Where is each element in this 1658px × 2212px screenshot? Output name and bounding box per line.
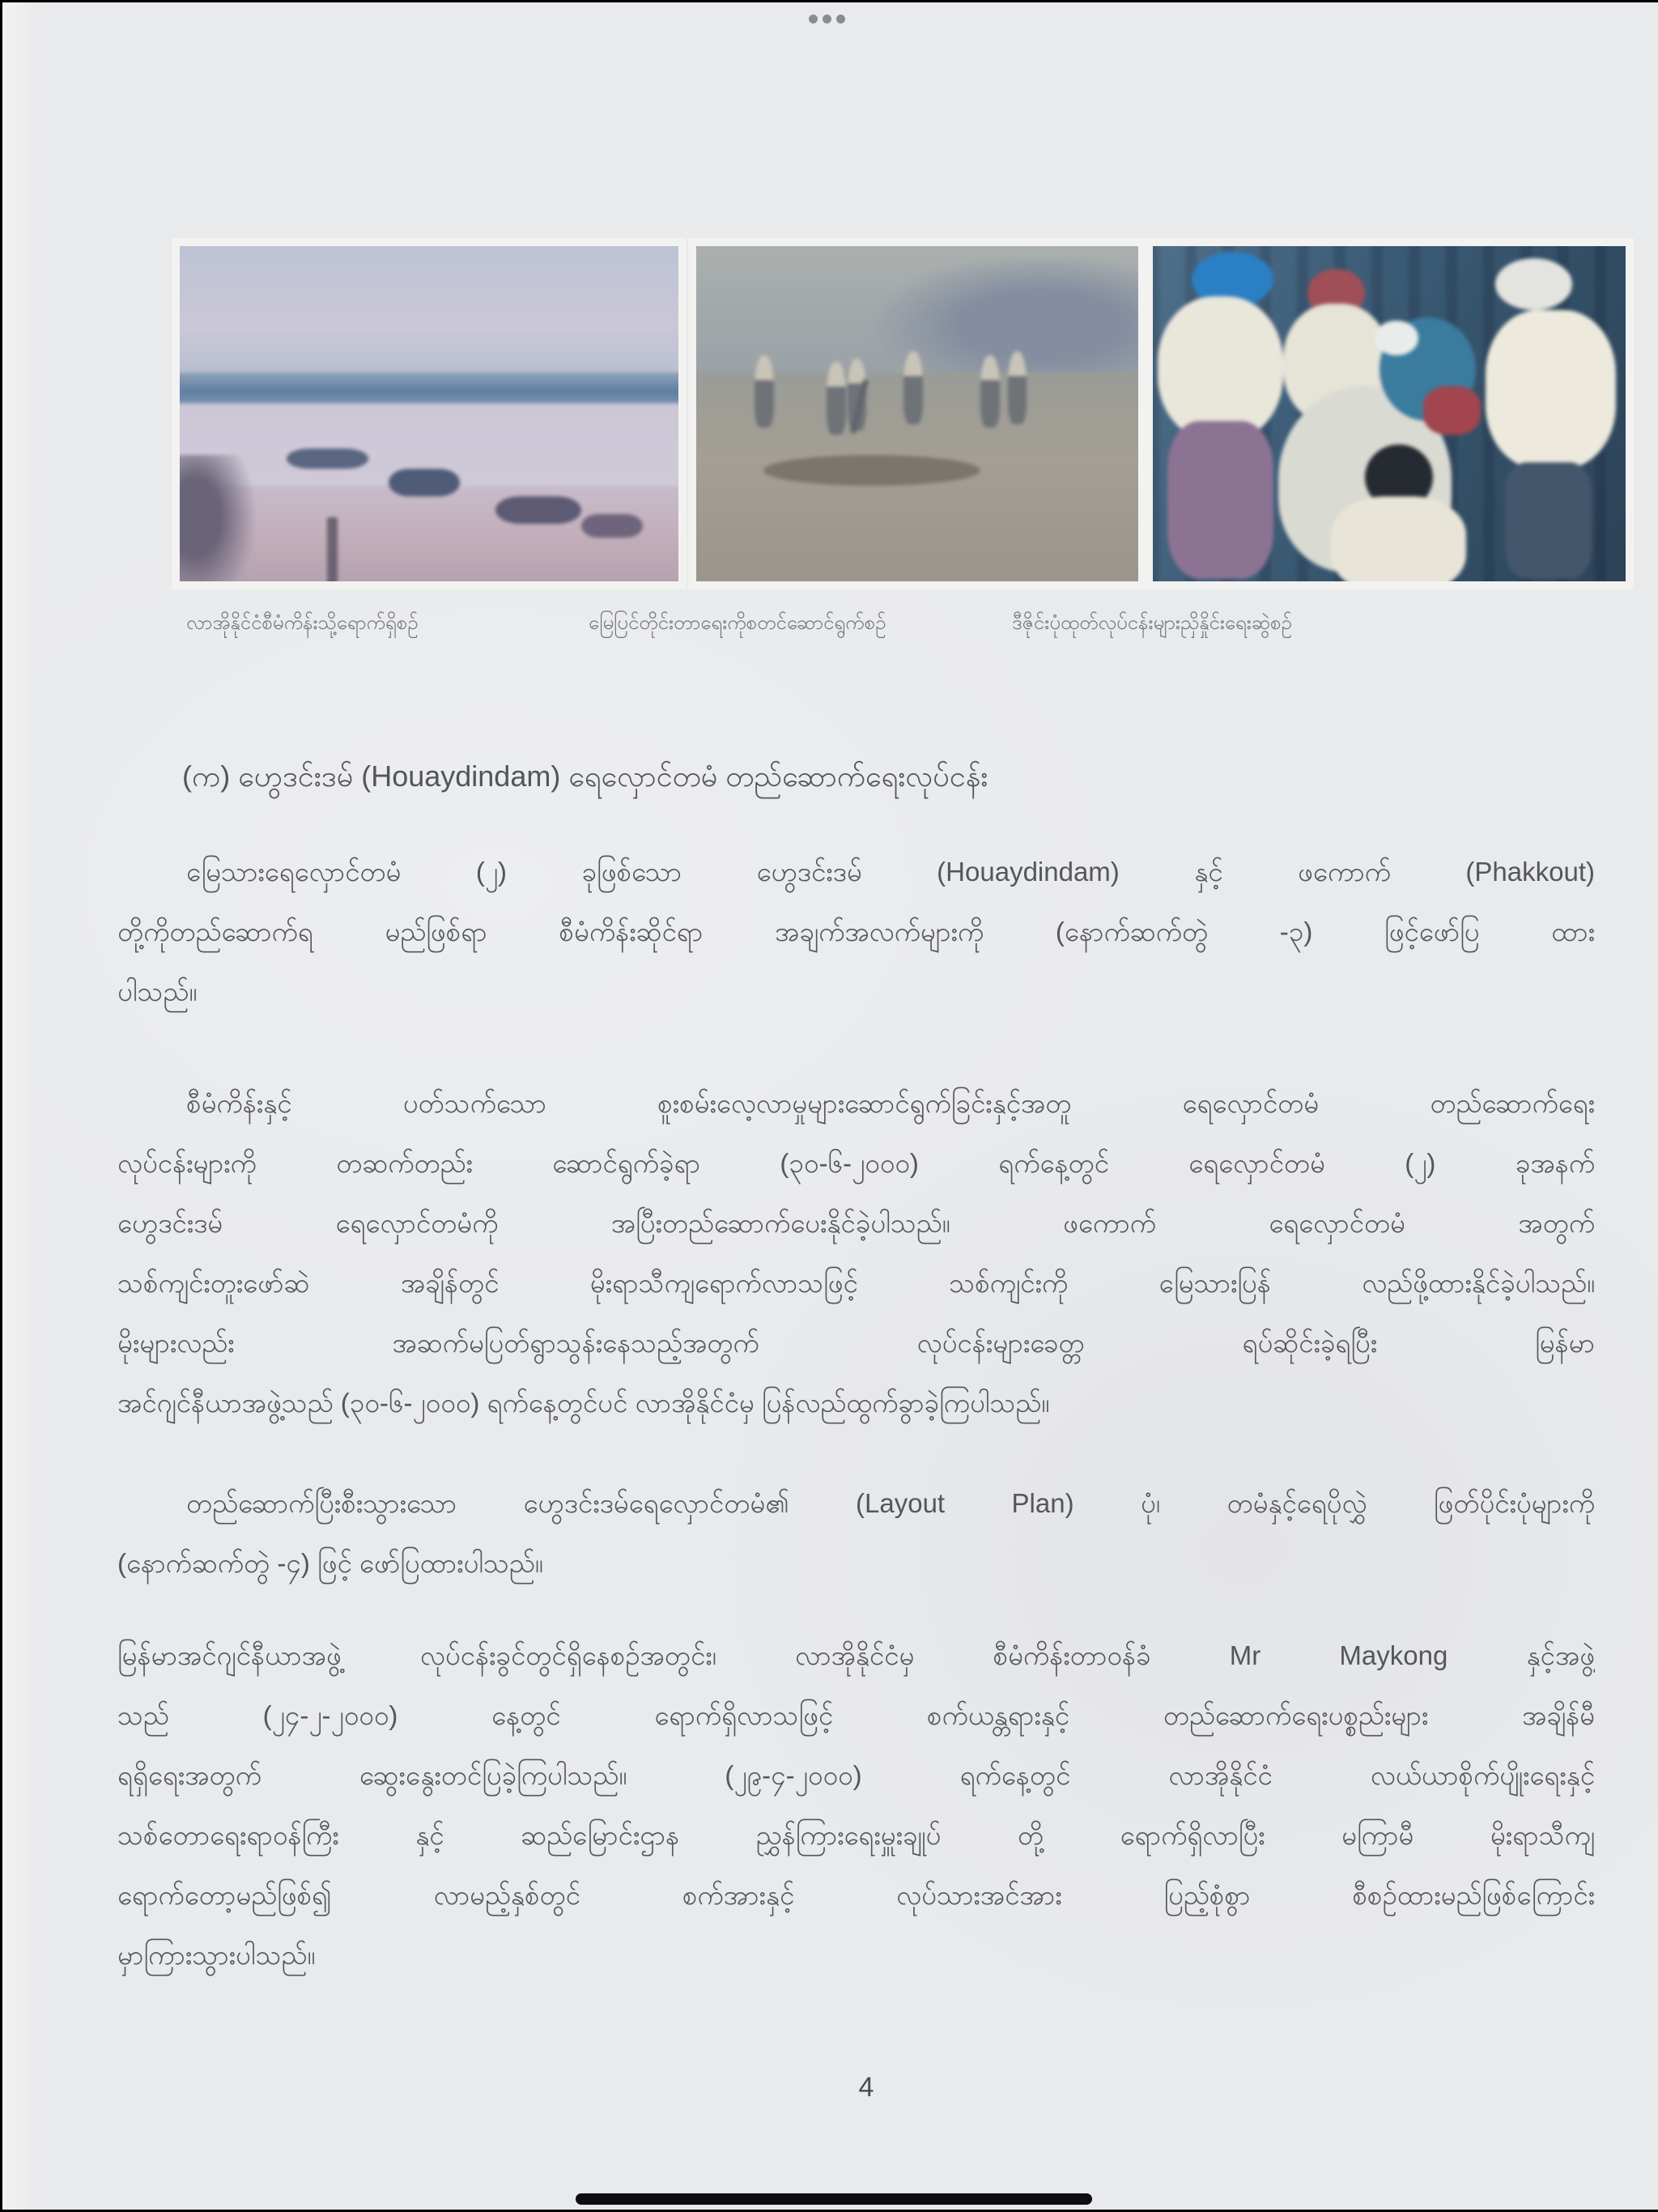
far-shore-layer xyxy=(180,372,678,407)
text-line: ရောက်တော့မည်ဖြစ်၍ လာမည့်နှစ်တွင် စက်အားနှင့် လုပ်သားအင်အား ပြည့်စုံစွာ စီစဉ်ထားမည်ဖြစ်ကြောင်း xyxy=(117,1880,1595,1910)
person-shape xyxy=(1331,496,1466,581)
boat-shape xyxy=(581,514,642,538)
page-number: 4 xyxy=(858,2072,874,2103)
paragraph-2 xyxy=(117,1074,1595,1433)
section-heading: (က) ဟွေဒင်းဒမ် (Houaydindam) ရေလှောင်တမံ တည်ဆောက်ရေးလုပ်ငန်း xyxy=(182,759,988,793)
boat-shape xyxy=(287,449,368,470)
photo-caption: လာအိုနိုင်ငံစီမံကိန်းသို့ရောက်ရှိစဉ် xyxy=(186,612,419,634)
text-line: တည်ဆောက်ပြီးစီးသွားသော ဟွေဒင်းဒမ်ရေလှောင်တမံ၏ (Layout Plan) ပုံ၊ တမံနှင့်ရေပိုလွှဲ ဖြတ်ပိုင်းပုံများကို xyxy=(186,1488,1595,1518)
dot-icon xyxy=(809,15,818,23)
text-line: ပါသည်။ xyxy=(117,976,198,1006)
person-shape xyxy=(827,362,845,434)
person-shape xyxy=(980,355,999,428)
screen-left-edge xyxy=(0,0,2,2212)
text-line: သစ်ကျင်းတူးဖော်ဆဲ အချိန်တွင် မိုးရာသီကျရောက်လာသဖြင့် သစ်ကျင်းကို မြေသားပြန် လည်ဖို့ထားနိုင်ခဲ့ပါသည်။ xyxy=(117,1268,1595,1298)
photo-art xyxy=(696,246,1138,581)
person-shape xyxy=(1158,296,1283,441)
page-left-edge-shading xyxy=(2,0,35,2212)
photo-caption: ဒီဇိုင်းပုံထုတ်လုပ်ငန်းများညှိနှိုင်းရေးဆွဲစဉ် xyxy=(1012,612,1292,634)
white-hat-shape xyxy=(1375,321,1418,355)
text-line: မှာကြားသွားပါသည်။ xyxy=(117,1940,316,1970)
home-indicator-bar[interactable] xyxy=(576,2193,1092,2205)
text-line: သစ်တောရေးရာဝန်ကြီး နှင့် ဆည်မြောင်းဌာန ညွှန်ကြားရေးမှူးချုပ် တို့ ရောက်ရှိလာပြီး မကြာမီ မိုးရာသီကျ xyxy=(117,1820,1595,1850)
trousers-shape xyxy=(1505,462,1592,580)
boat-shape xyxy=(495,496,582,524)
person-shape xyxy=(1486,310,1616,469)
text-line: မြန်မာအင်ဂျင်နီယာအဖွဲ့ လုပ်ငန်းခွင်တွင်ရှိနေစဉ်အတွင်း၊ လာအိုနိုင်ငံမှ စီမံကိန်းတာဝန်ခံ Mr Maykong နှင့်အဖွဲ့ xyxy=(117,1640,1595,1670)
photo-caption: မြေပြင်တိုင်းတာရေးကိုစတင်ဆောင်ရွက်စဉ် xyxy=(589,612,886,634)
photo-art xyxy=(180,246,678,581)
paragraph-1 xyxy=(117,842,1595,1022)
text-line: အင်ဂျင်နီယာအဖွဲ့သည် (၃၀-၆-၂၀၀၀) ရက်နေ့တွင်ပင် လာအိုနိုင်ငံမှ ပြန်လည်ထွက်ခွာခဲ့ကြပါသည်။ xyxy=(117,1388,1050,1418)
photo-design-discussion xyxy=(1153,246,1626,581)
text-line: (နောက်ဆက်တွဲ -၄) ဖြင့် ဖော်ပြထားပါသည်။ xyxy=(117,1548,543,1578)
red-object-shape xyxy=(1423,386,1482,435)
text-line: မြေသားရေလှောင်တမံ (၂) ခုဖြစ်သော ဟွေဒင်းဒမ် (Houaydindam) နှင့် ဖကောက် (Phakkout) xyxy=(186,857,1595,887)
text-line: ရရှိရေးအတွက် ဆွေးနွေးတင်ပြခဲ့ကြပါသည်။ (၂၉-၄-၂၀၀၀) ရက်နေ့တွင် လာအိုနိုင်ငံ လယ်ယာစိုက်ပျိုးရေးနှင့် xyxy=(117,1760,1595,1790)
pole-shape xyxy=(327,517,338,581)
photo-ground-survey xyxy=(696,246,1138,581)
text-line: ဟွေဒင်းဒမ် ရေလှောင်တမံကို အပြီးတည်ဆောက်ပေးနိုင်ခဲ့ပါသည်။ ဖကောက် ရေလှောင်တမံ အတွက် xyxy=(117,1208,1595,1238)
driftwood-shape xyxy=(180,455,256,581)
dot-icon xyxy=(823,15,831,23)
paragraph-4 xyxy=(117,1626,1595,1985)
paragraph-3 xyxy=(117,1474,1595,1593)
white-cap-shape xyxy=(1495,258,1572,310)
photo-art xyxy=(1153,246,1626,581)
person-shape xyxy=(1008,351,1027,423)
text-line: လုပ်ငန်းများကို တဆက်တည်း ဆောင်ရွက်ခဲ့ရာ (၃၀-၆-၂၀၀၀) ရက်နေ့တွင် ရေလှောင်တမံ (၂) ခုအနက် xyxy=(117,1148,1595,1178)
boat-shape xyxy=(389,469,460,496)
person-shape xyxy=(903,351,922,423)
person-shape xyxy=(755,355,773,428)
screen-top-edge xyxy=(0,0,1658,2)
multitasking-dots-icon[interactable] xyxy=(809,13,851,24)
text-line: စီမံကိန်းနှင့် ပတ်သက်သော စူးစမ်းလေ့လာမှုများဆောင်ရွက်ခြင်းနှင့်အတူ ရေလှောင်တမံ တည်ဆောက်ရေး xyxy=(186,1088,1595,1118)
photo-riverbank-arrival xyxy=(180,246,678,581)
text-line: တို့ကိုတည်ဆောက်ရ မည်ဖြစ်ရာ စီမံကိန်းဆိုင်ရာ အချက်အလက်များကို (နောက်ဆက်တွဲ -၃) ဖြင့်ဖော်ပြ ထား xyxy=(117,917,1595,946)
longyi-shape xyxy=(1167,421,1273,580)
dot-icon xyxy=(836,15,845,23)
text-line: သည် (၂၄-၂-၂၀၀၀) နေ့တွင် ရောက်ရှိလာသဖြင့် စက်ယန္တရားနှင့် တည်ဆောက်ရေးပစ္စည်းများ အချိန်မီ xyxy=(117,1700,1595,1730)
text-line: မိုးများလည်း အဆက်မပြတ်ရွာသွန်းနေသည့်အတွက် လုပ်ငန်းများခေတ္တ ရပ်ဆိုင်းခဲ့ရပြီး မြန်မာ xyxy=(117,1328,1595,1358)
